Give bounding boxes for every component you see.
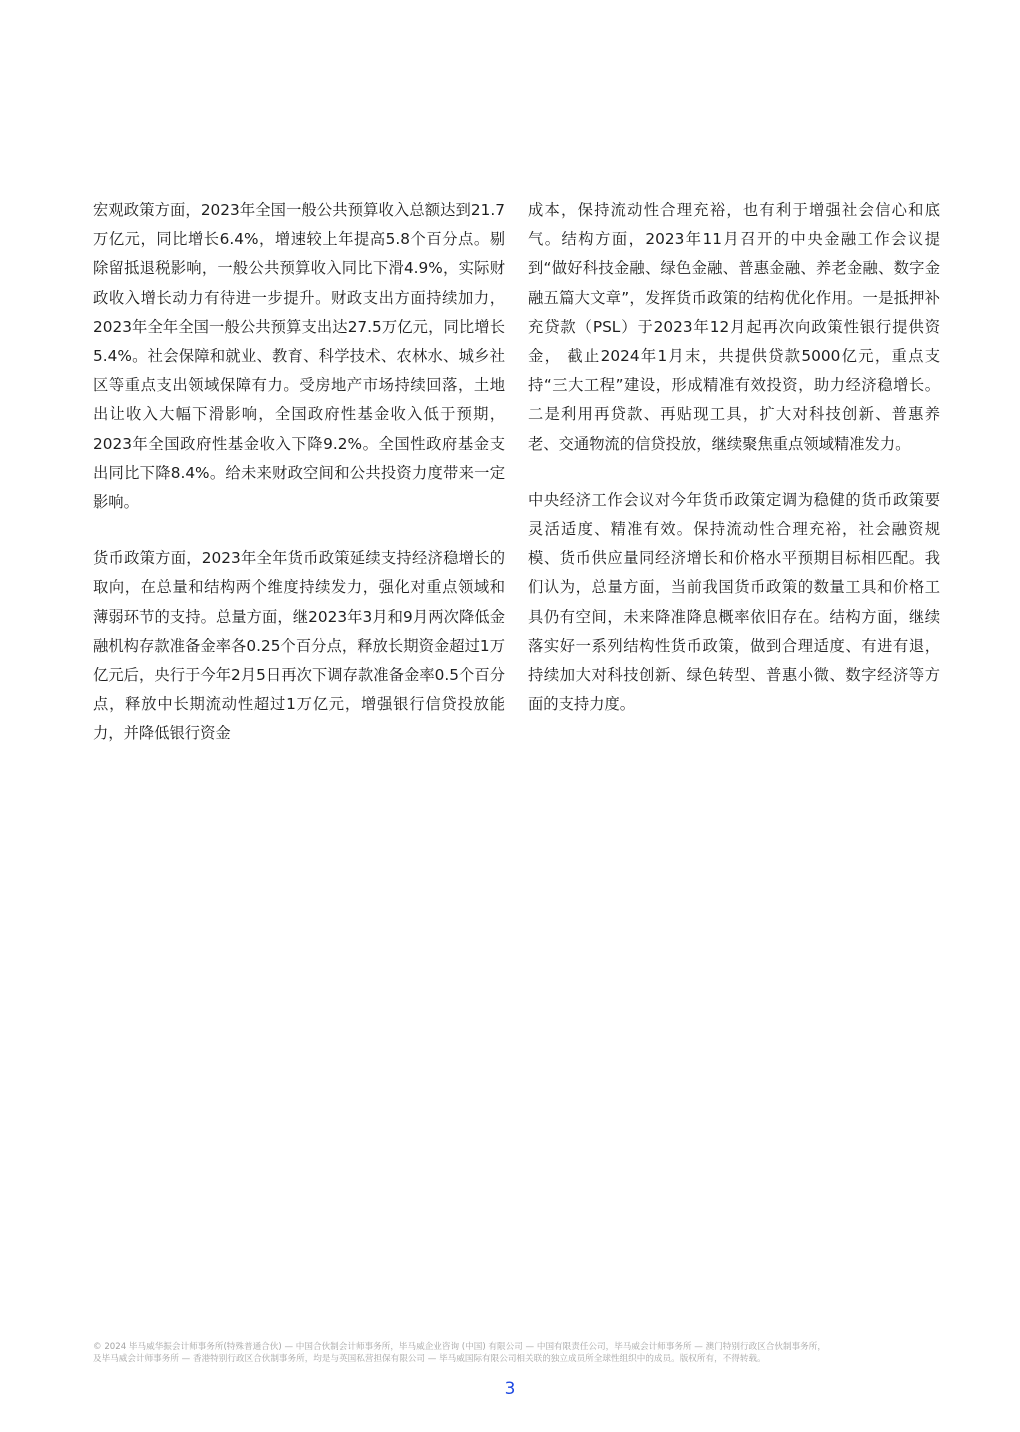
right-column — [528, 196, 940, 746]
page-number: 3 — [504, 1379, 516, 1399]
left-column — [93, 196, 505, 776]
paragraph-monetary-outlook: 中央经济工作会议对今年货币政策定调为稳健的货币政策要灵活适度、精准有效。保持流动性合理充裕，社会融资规模、货币供应量同经济增长和价格水平预期目标相匹配。我们认为，总量方面，当前我国货币政策的数量工具和价格工具仍有空间，未来降准降息概率依旧存在。结构方面，继续落实好一系列结构性货币政策，做到合理适度、有进有退，持续加大对科技创新、绿色转型、普惠小微、数字经济等方面的支持力度。 — [528, 490, 940, 714]
footer-line-1: © 2024 毕马威华振会计师事务所(特殊普通合伙) — 中国合伙制会计师事务所，毕马威企业咨询 (中国) 有限公司 — 中国有限责任公司，毕马威会计师事务所 — 澳门特别行政区合伙制事务所， — [93, 1342, 826, 1352]
paragraph-fiscal-policy: 宏观政策方面，2023年全国一般公共预算收入总额达到21.7万亿元，同比增长6.4%，增速较上年提高5.8个百分点。剔除留抵退税影响，一般公共预算收入同比下滑4.9%，实际财政收入增长动力有待进一步提升。财政支出方面持续加力，2023年全年全国一般公共预算支出达27.5万亿元，同比增长5.4%。社会保障和就业、教育、科学技术、农林水、城乡社区等重点支出领域保障有力。受房地产市场持续回落，土地出让收入大幅下滑影响，全国政府性基金收入低于预期，2023年全国政府性基金收入下降9.2%。全国性政府基金支出同比下降8.4%。给未来财政空间和公共投资力度带来一定影响。 — [93, 201, 505, 512]
paragraph-monetary-policy: 货币政策方面，2023年全年货币政策延续支持经济稳增长的取向，在总量和结构两个维度持续发力，强化对重点领域和薄弱环节的支持。总量方面，继2023年3月和9月两次降低金融机构存款准备金率各0.25个百分点，释放长期资金超过1万亿元后，央行于今年2月5日再次下调存款准备金率0.5个百分点，释放中长期流动性超过1万亿元，增强银行信贷投放能力，并降低银行资金 — [93, 549, 505, 743]
footer-line-2: 及毕马威会计师事务所 — 香港特别行政区合伙制事务所，均是与英国私营担保有限公司 — 毕马威国际有限公司相关联的独立成员所全球性组织中的成员。版权所有，不得转载。 — [93, 1354, 766, 1364]
footer-copyright — [93, 1341, 928, 1365]
paragraph-monetary-structure: 成本，保持流动性合理充裕，也有利于增强社会信心和底气。结构方面，2023年11月召开的中央金融工作会议提到“做好科技金融、绿色金融、普惠金融、养老金融、数字金融五篇大文章”，发挥货币政策的结构优化作用。一是抵押补充贷款（PSL）于2023年12月起再次向政策性银行提供资金， 截止2024年1月末，共提供贷款5000亿元，重点支持“三大工程”建设，形成精准有效投资，助力经济稳增长。二是利用再贷款、再贴现工具，扩大对科技创新、普惠养老、交通物流的信贷投放，继续聚焦重点领域精准发力。 — [528, 201, 940, 453]
